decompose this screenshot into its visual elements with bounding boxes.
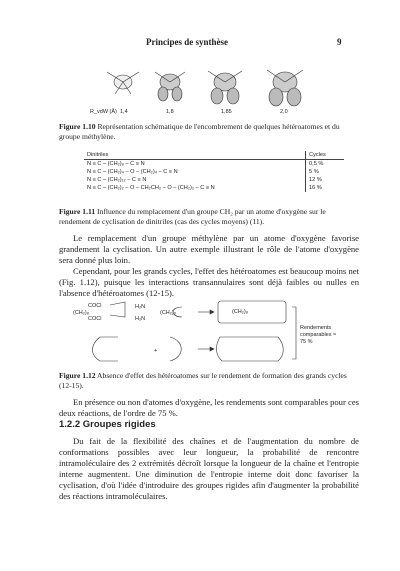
figure-1-12-caption [59,371,359,391]
fig-1-12-ch2-right: (CH₂)₈ [160,310,177,316]
fig-1-12-ch2-product: (CH₂)₈ [232,309,249,315]
section-title: Groupes rigides [82,419,156,430]
caption-text: Représentation schématique de l'encombrement de quelques hétéroatomes et du groupe méthylène. [59,122,340,141]
table-row [84,168,344,176]
table-row [84,184,344,192]
caption-label: Figure 1.10 [59,122,96,131]
table-cell: 5 % [306,168,344,176]
table-cell: 12 % [306,176,344,184]
caption-label: Figure 1.11 [59,207,96,216]
table-cell: N ≡ C – (CH₂)₂ – O – CH₂CH₂ – O – (CH₂)₂ – C ≡ N [87,185,215,191]
table-cell: N ≡ C – (CH₂)₄ – O – (CH₂)₄ – C ≡ N [87,169,178,175]
fig-1-12-h2n-2: H₂N [135,316,146,322]
fig-1-10-label-c: 1,4 [120,109,128,115]
table-cell: N ≡ C – (CH₂)₁₂ – C ≡ N [87,177,147,183]
paragraph-2: Cependant, pour les grands cycles, l'effet des hétéroatomes est beaucoup moins net (Fig. 1.12), puisque les interactions transannulaires sont déjà faibles ou nulles en l'absence d'hétéroatomes (12-15). [59,266,359,298]
section-heading [59,419,156,430]
sulfur-shape [208,71,242,104]
paragraph-1: Le remplacement d'un groupe méthylène par un atome d'oxygène favorise grandement la cyclisation. Un autre exemple illustrant le rôle de l'atome d'oxygène sera donné plus loin. [59,233,359,265]
caption-text: Influence du remplacement d'un groupe CH₂ par un atome d'oxygène sur le rendement de cyclisation de dinitriles (cas des cycles moyens) (11). [59,207,326,226]
table-cell: 0,5 % [306,160,344,169]
table-header-cycles: Cycles [306,151,344,160]
fig-1-12-ch2-left: (CH₂)₈ [73,310,90,316]
paragraph-4: Du fait de la flexibilité des chaînes et de l'augmentation du nombre de conformations possibles avec leur longueur, la probabilité de rencontre intramoléculaire des 2 extrémités décroît lorsque la longueur de la chaîne et l'entropie interne augmentent. Une diminution de l'entropie interne doit donc favoriser la cyclisation, d'où l'idée d'introduire des groupes rigides afin d'augmenter la probabilité des réactions intramoléculaires. [59,436,359,501]
methylene-shape [107,72,139,94]
oxygen-shape [155,72,185,101]
table-row [84,176,344,184]
fig-1-10-label-se: 2,0 [280,109,288,115]
fig-1-12-plus: + [154,348,158,354]
fig-1-12-cocl-1: COCl [88,303,102,309]
table-cell: N ≡ C – (CH₂)₈ – C ≡ N [87,161,145,167]
fig-1-10-label-s: 1,85 [221,109,232,115]
section-number: 1.2.2 [59,419,81,430]
fig-1-12-yield-note: Rendements comparables ≈ 75 % [300,325,337,345]
fig-1-12-cocl-2: COCl [88,316,102,322]
figure-1-10-caption [59,122,359,142]
fig-1-10-label-o: 1,8 [166,109,174,115]
selenium-shape [267,70,303,106]
figure-1-10-drawing [75,60,315,110]
fig-1-12-h2n-1: H₂N [135,304,146,310]
paragraph-3: En présence ou non d'atomes d'oxygène, les rendements sont comparables pour ces deux réactions, de l'ordre de 75 %. [59,397,359,418]
figure-1-11-caption [59,207,359,227]
page-number: 9 [337,37,342,47]
table-cell: 16 % [306,184,344,192]
running-header: Principes de synthèse [146,37,228,47]
caption-text: Absence d'effet des hétéroatomes sur le rendement de formation des grands cycles (12-15). [59,371,347,390]
table-row [84,160,344,169]
figure-1-11-table [84,151,344,192]
table-header-dinitriles: Dinitriles [87,152,109,158]
caption-label: Figure 1.12 [59,371,96,380]
fig-1-10-label-rvdw: R_vdW (Å) [90,109,117,115]
